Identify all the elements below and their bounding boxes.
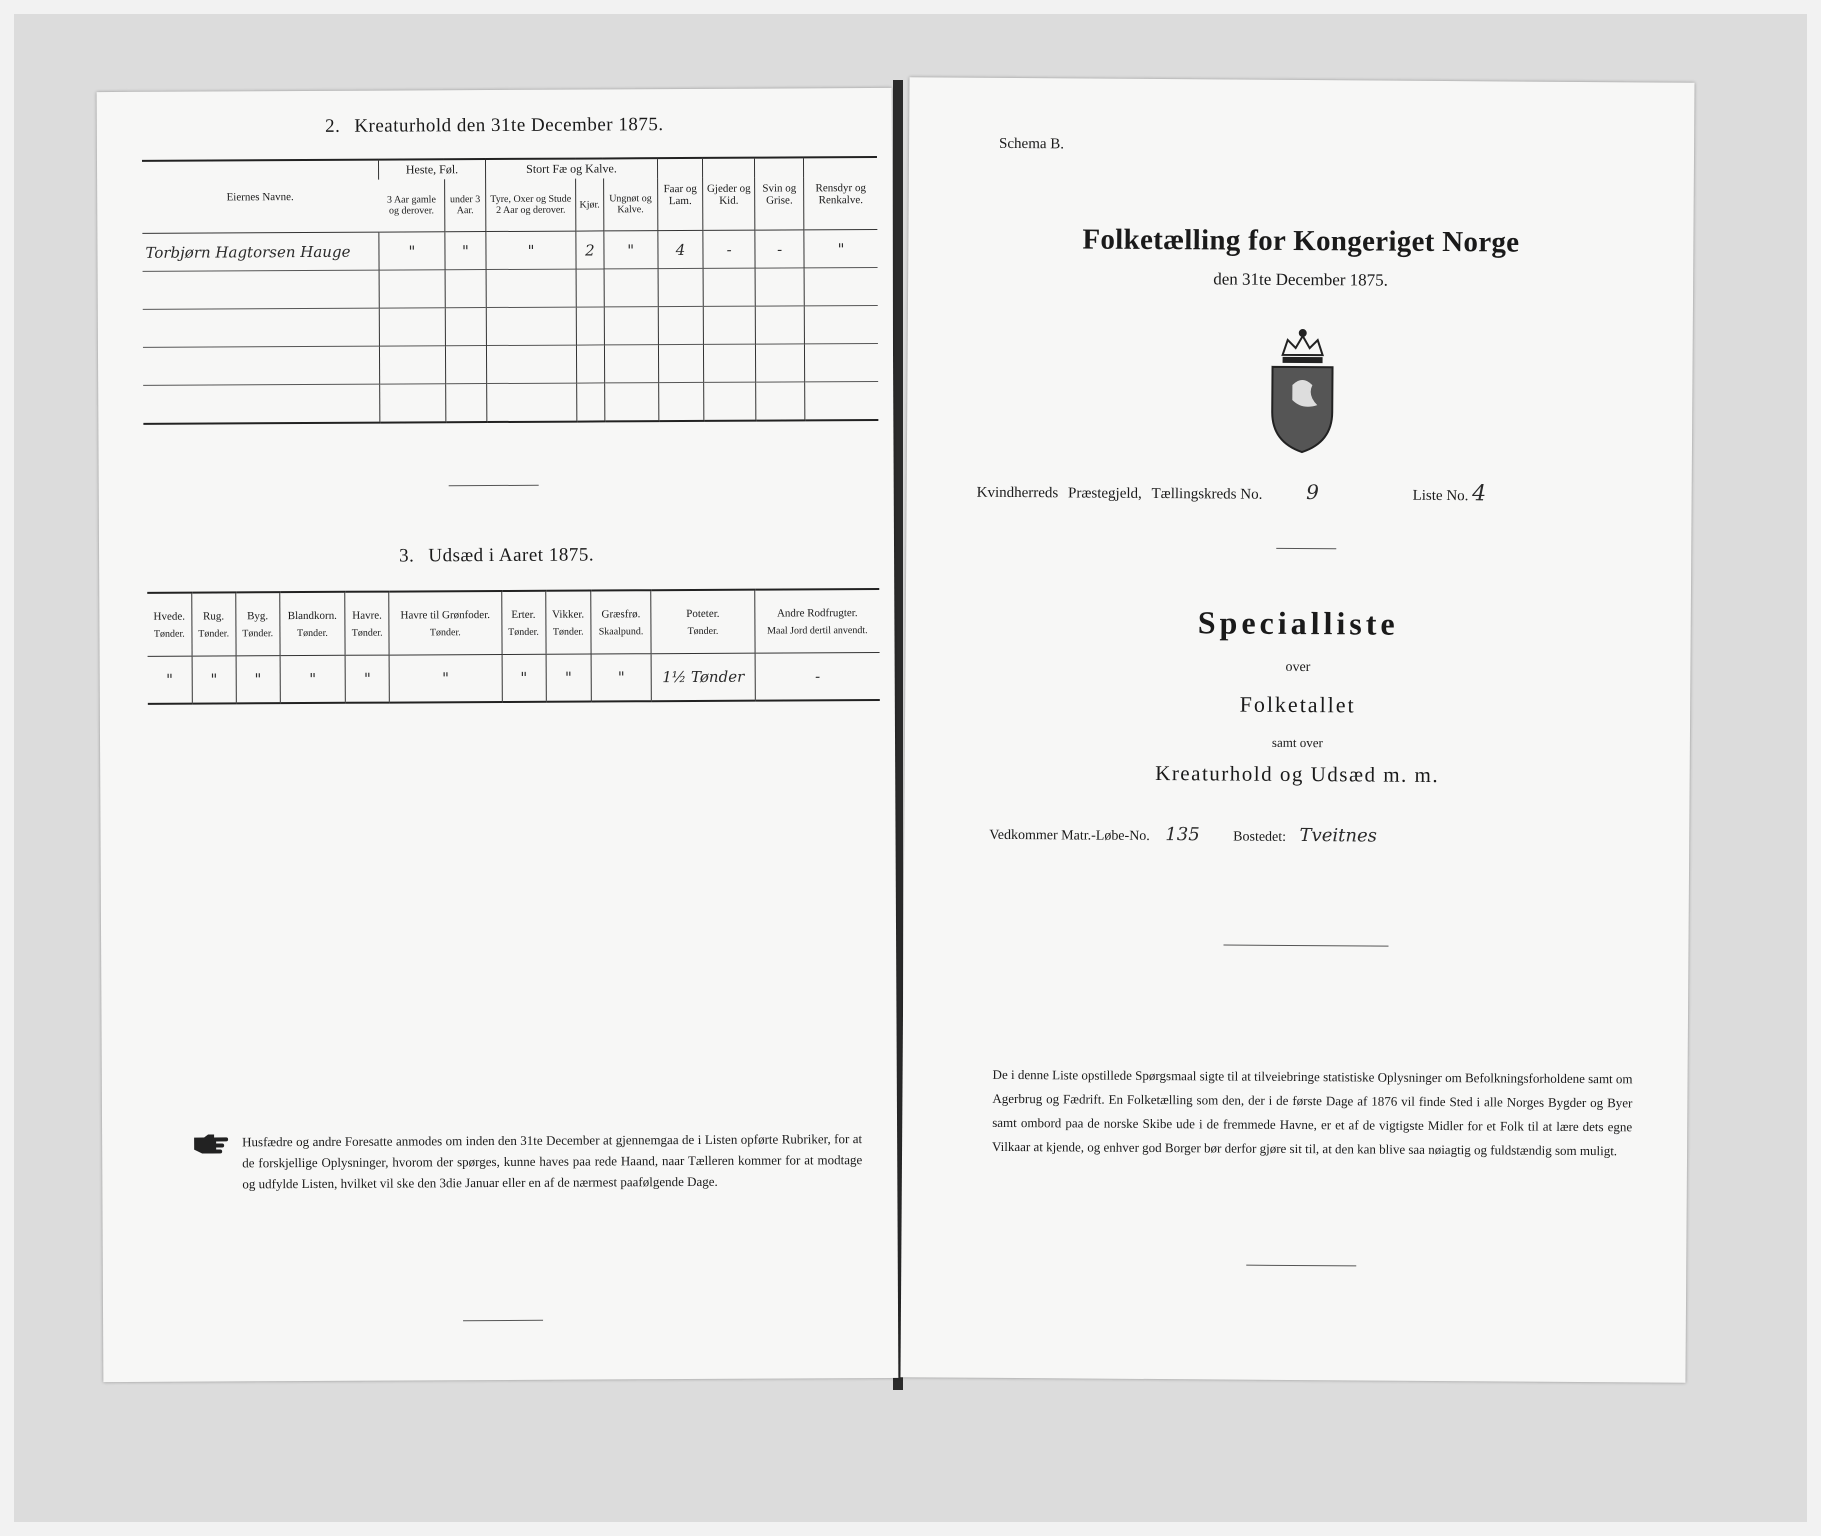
udsaed-col-header <box>279 592 345 656</box>
divider <box>1276 548 1336 549</box>
cell-rensdyr: " <box>804 230 877 268</box>
udsaed-col-unit: Tønder. <box>508 626 539 638</box>
udsaed-col-name: Hvede. <box>153 610 185 623</box>
udsaed-col-name: Havre til Grønfoder. <box>400 608 491 622</box>
udsaed-col-name: Andre Rodfrugter. <box>776 606 858 620</box>
cell-svin: - <box>755 230 804 268</box>
section2-number: 2. <box>324 115 341 137</box>
udsaed-cell: - <box>755 652 880 700</box>
udsaed-col-header <box>755 589 880 653</box>
col-heste-a: 3 Aar gamle og derover. <box>379 179 445 232</box>
table-row <box>143 268 878 310</box>
cell-heste-a: " <box>379 232 445 270</box>
over-text: over <box>1285 659 1311 676</box>
udsaed-col-header <box>545 591 591 655</box>
udsaed-col-header <box>191 592 235 656</box>
matr-line <box>989 823 1377 847</box>
udsaed-col-unit: Tønder. <box>242 627 274 639</box>
notice-text: Husfædre og andre Foresatte anmodes om inden den 31te December at gjennemgaa de i Listen opførte Rubriker, for at de forskjellige Oplysninger, hvorom der spørges, kunne haves paa rede Haand, naar Tælleren kommer for at modtage og udfylde Listen, hvilket vil ske den 3die Januar eller en af de nærmest paafølgende Dage. <box>242 1131 863 1192</box>
udsaed-col-name: Poteter. <box>686 607 720 620</box>
udsaed-col-name: Blandkorn. <box>287 609 337 622</box>
matr-no: 135 <box>1165 824 1200 846</box>
udsaed-col-name: Erter. <box>511 608 536 621</box>
col-rensdyr: Rensdyr og Renkalve. <box>804 157 878 230</box>
udsaed-cell: " <box>546 654 592 702</box>
cell-stort-b: 2 <box>576 231 603 269</box>
liste-no: 4 <box>1472 481 1487 507</box>
section2-title-text: Kreaturhold den 31te December 1875. <box>354 114 664 137</box>
cell-stort-c: " <box>603 231 658 269</box>
table-row <box>143 382 878 424</box>
table-row <box>142 230 877 272</box>
bostedet-value: Tveitnes <box>1299 825 1377 847</box>
vedk-label: Vedkommer Matr.-Løbe-No. <box>989 827 1150 844</box>
udsaed-col-header <box>651 590 755 654</box>
divider <box>449 485 539 486</box>
udsaed-col-unit: Tønder. <box>198 627 230 640</box>
udsaed-col-header <box>501 591 545 655</box>
right-page <box>900 77 1694 1382</box>
col-svin: Svin og Grise. <box>755 157 804 230</box>
table-row <box>143 306 878 348</box>
folketallet-text: Folketallet <box>1239 691 1356 718</box>
divider <box>463 1320 543 1321</box>
col-stort-group: Stort Fæ og Kalve. <box>485 158 657 179</box>
kreds-no: 9 <box>1306 480 1319 505</box>
udsaed-col-unit: Tønder. <box>351 627 383 639</box>
section3-number: 3. <box>399 545 415 567</box>
col-stort-a: Tyre, Oxer og Stude 2 Aar og derover. <box>485 179 576 232</box>
kreaturhold-table <box>142 156 878 425</box>
udsaed-cell: " <box>148 656 192 704</box>
col-faar: Faar og Lam. <box>657 158 703 231</box>
col-heste-group: Heste, Føl. <box>378 159 485 180</box>
document-title: Folketælling for Kongeriget Norge <box>1082 223 1520 259</box>
udsaed-cell: " <box>236 656 280 704</box>
spec-title: Specialliste <box>1197 604 1399 642</box>
table-row <box>143 344 878 386</box>
liste-label: Liste No. <box>1412 487 1469 505</box>
divider <box>1223 944 1388 946</box>
udsaed-header-row <box>147 589 879 656</box>
udsaed-table <box>147 588 880 705</box>
udsaed-col-header <box>147 593 192 657</box>
divider <box>1246 1265 1356 1267</box>
udsaed-cell: " <box>345 655 389 703</box>
udsaed-col-unit: Maal Jord dertil anvendt. <box>767 624 868 637</box>
udsaed-col-name: Rug. <box>202 609 225 623</box>
col-heste-b: under 3 Aar. <box>445 179 486 232</box>
prestegjeld-label: Præstegjeld, <box>1067 485 1142 502</box>
udsaed-col-header <box>235 592 279 656</box>
bostedet-label: Bostedet: <box>1233 829 1287 845</box>
table-row <box>148 652 880 703</box>
cell-gjeder: - <box>703 230 755 268</box>
udsaed-col-unit: Tønder. <box>153 628 185 640</box>
udsaed-cell: " <box>591 654 651 702</box>
udsaed-col-unit: Tønder. <box>552 626 584 638</box>
col-stort-c: Ungnøt og Kalve. <box>603 178 658 231</box>
col-eier: Eiernes Navne. <box>142 160 379 234</box>
udsaed-col-header <box>345 592 389 656</box>
udsaed-cell: 1½ Tønder <box>651 653 755 701</box>
left-page <box>97 88 899 1382</box>
kreds-label: Tællingskreds No. <box>1151 485 1263 503</box>
udsaed-col-name: Vikker. <box>552 608 585 621</box>
samt-over-text: samt over <box>1271 734 1323 751</box>
cell-stort-a: " <box>486 231 577 269</box>
udsaed-cell: " <box>192 656 236 704</box>
footnote-text: De i denne Liste opstillede Spørgsmaal sigte til at tilveiebringe statistiske Oplysninger om Befolkningsforholdene samt om Agerbrug og Fædrift. En Folketælling som den, der i de første Dage af 1876 vil finde Sted i alle Norges Bygder og Byer samt ombord paa de norske Skibe ude i de fremmede Havne, er et af de vigtigste Midler for et Folk til at lære dets egne Vilkaar at kjende, og enhver god Borger bør derfor gjøre sit til, at den kan blive saa nøiagtig og fuldstændig som muligt. <box>992 1066 1633 1159</box>
udsaed-cell: " <box>502 654 546 702</box>
section2-title <box>97 113 892 139</box>
udsaed-col-name: Havre. <box>352 609 382 622</box>
udsaed-col-unit: Tønder. <box>687 625 719 637</box>
schema-label: Schema B. <box>999 135 1065 153</box>
prestegjeld-name: Kvindherreds <box>976 484 1059 502</box>
cell-faar: 4 <box>658 230 703 268</box>
section3-title-text: Udsæd i Aaret 1875. <box>428 544 595 567</box>
cell-heste-b: " <box>445 232 486 270</box>
udsaed-col-header <box>591 590 652 654</box>
kreaturhold-text: Kreaturhold og Udsæd m. m. <box>1155 761 1440 787</box>
udsaed-cell: " <box>280 655 346 703</box>
section3-title <box>99 543 894 569</box>
document-subtitle: den 31te December 1875. <box>1213 269 1389 290</box>
crest-icon <box>1262 325 1343 456</box>
udsaed-col-unit: Tønder. <box>296 627 328 639</box>
pointing-hand-icon <box>192 1131 230 1153</box>
udsaed-col-name: Græsfrø. <box>601 607 641 620</box>
udsaed-cell: " <box>389 654 502 702</box>
kreds-line <box>977 478 1657 508</box>
owner-name: Torbjørn Hagtorsen Hauge <box>142 232 379 271</box>
col-gjeder: Gjeder og Kid. <box>703 158 755 231</box>
udsaed-col-unit: Skaalpund. <box>598 625 644 637</box>
col-stort-b: Kjør. <box>576 178 604 231</box>
udsaed-col-name: Byg. <box>247 609 269 622</box>
udsaed-col-unit: Tønder. <box>429 626 461 638</box>
udsaed-col-header <box>389 591 502 655</box>
